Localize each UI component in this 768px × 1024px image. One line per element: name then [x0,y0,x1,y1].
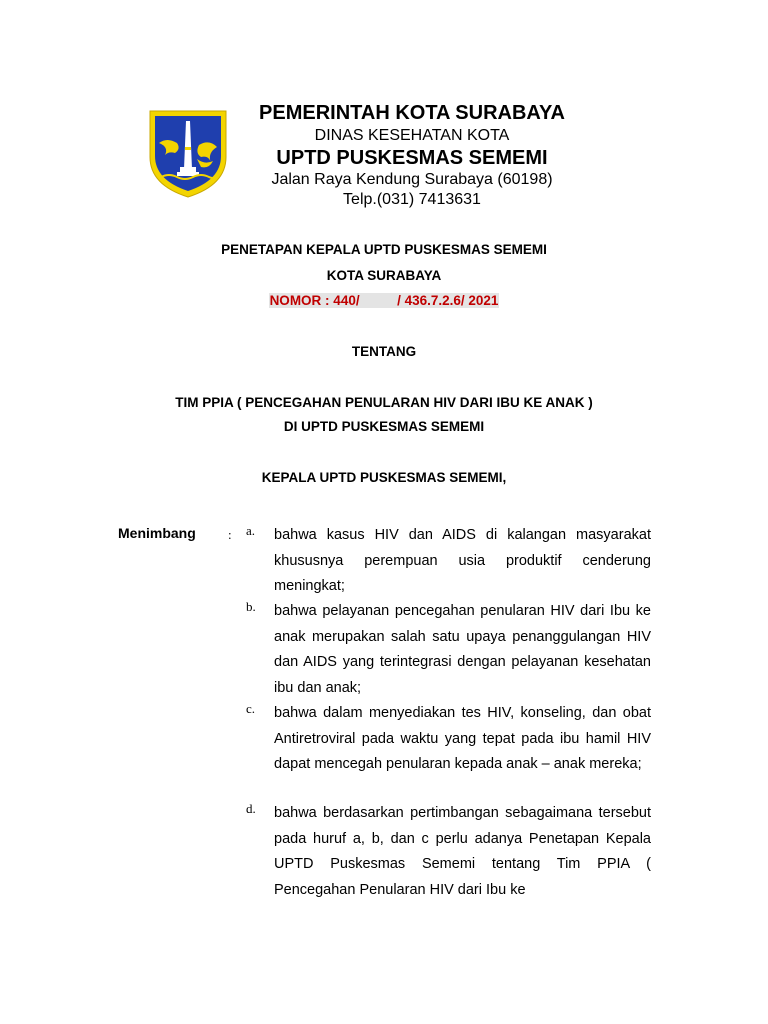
decree-number-row [0,293,768,308]
item-letter: a. [246,523,256,538]
subject-line-1: TIM PPIA ( PENCEGAHAN PENULARAN HIV DARI IBU KE ANAK ) [175,395,593,410]
decree-title-line-1: PENETAPAN KEPALA UPTD PUSKESMAS SEMEMI [221,242,547,257]
phone: Telp.(031) 7413631 [343,191,481,208]
about-heading: TENTANG [351,344,417,359]
surabaya-coat-of-arms-icon [147,107,229,199]
item-text: bahwa berdasarkan pertimbangan sebagaimana tersebut pada huruf a, b, dan c perlu adanya Penetapan Kepala UPTD Puskesmas Sememi tentang Tim PPIA ( Pencegahan Penularan HIV dari Ibu ke [274,805,651,898]
item-text: bahwa pelayanan pencegahan penularan HIV dari Ibu ke anak merupakan salah satu upaya penanggulangan HIV dan AIDS yang terintegrasi dengan pelayanan kesehatan ibu dan anak; [274,603,651,696]
item-text: bahwa kasus HIV dan AIDS di kalangan masyarakat khususnya perempuan usia produktif cenderung meningkat; [274,527,651,594]
subject-line-2: DI UPTD PUSKESMAS SEMEMI [283,419,485,434]
government-name: PEMERINTAH KOTA SURABAYA [259,102,565,124]
letterhead [236,100,588,210]
considering-label: Menimbang [118,525,196,541]
institution-name: UPTD PUSKESMAS SEMEMI [276,147,548,169]
decree-number: NOMOR : 440/ / 436.7.2.6/ 2021 [269,293,499,308]
item-letter: c. [246,701,256,716]
item-text: bahwa dalam menyediakan tes HIV, konseling, dan obat Antiretroviral pada waktu yang tepat pada ibu hamil HIV dapat mencegah penularan kepada anak – anak mereka; [274,705,651,772]
item-letter: b. [246,599,256,614]
department-name: DINAS KESEHATAN KOTA [314,127,510,144]
address: Jalan Raya Kendung Surabaya (60198) [271,171,553,188]
official-title: KEPALA UPTD PUSKESMAS SEMEMI, [261,470,507,485]
considering-colon: : [228,527,232,542]
item-letter: d. [246,801,256,816]
decree-title-line-2: KOTA SURABAYA [326,268,442,283]
